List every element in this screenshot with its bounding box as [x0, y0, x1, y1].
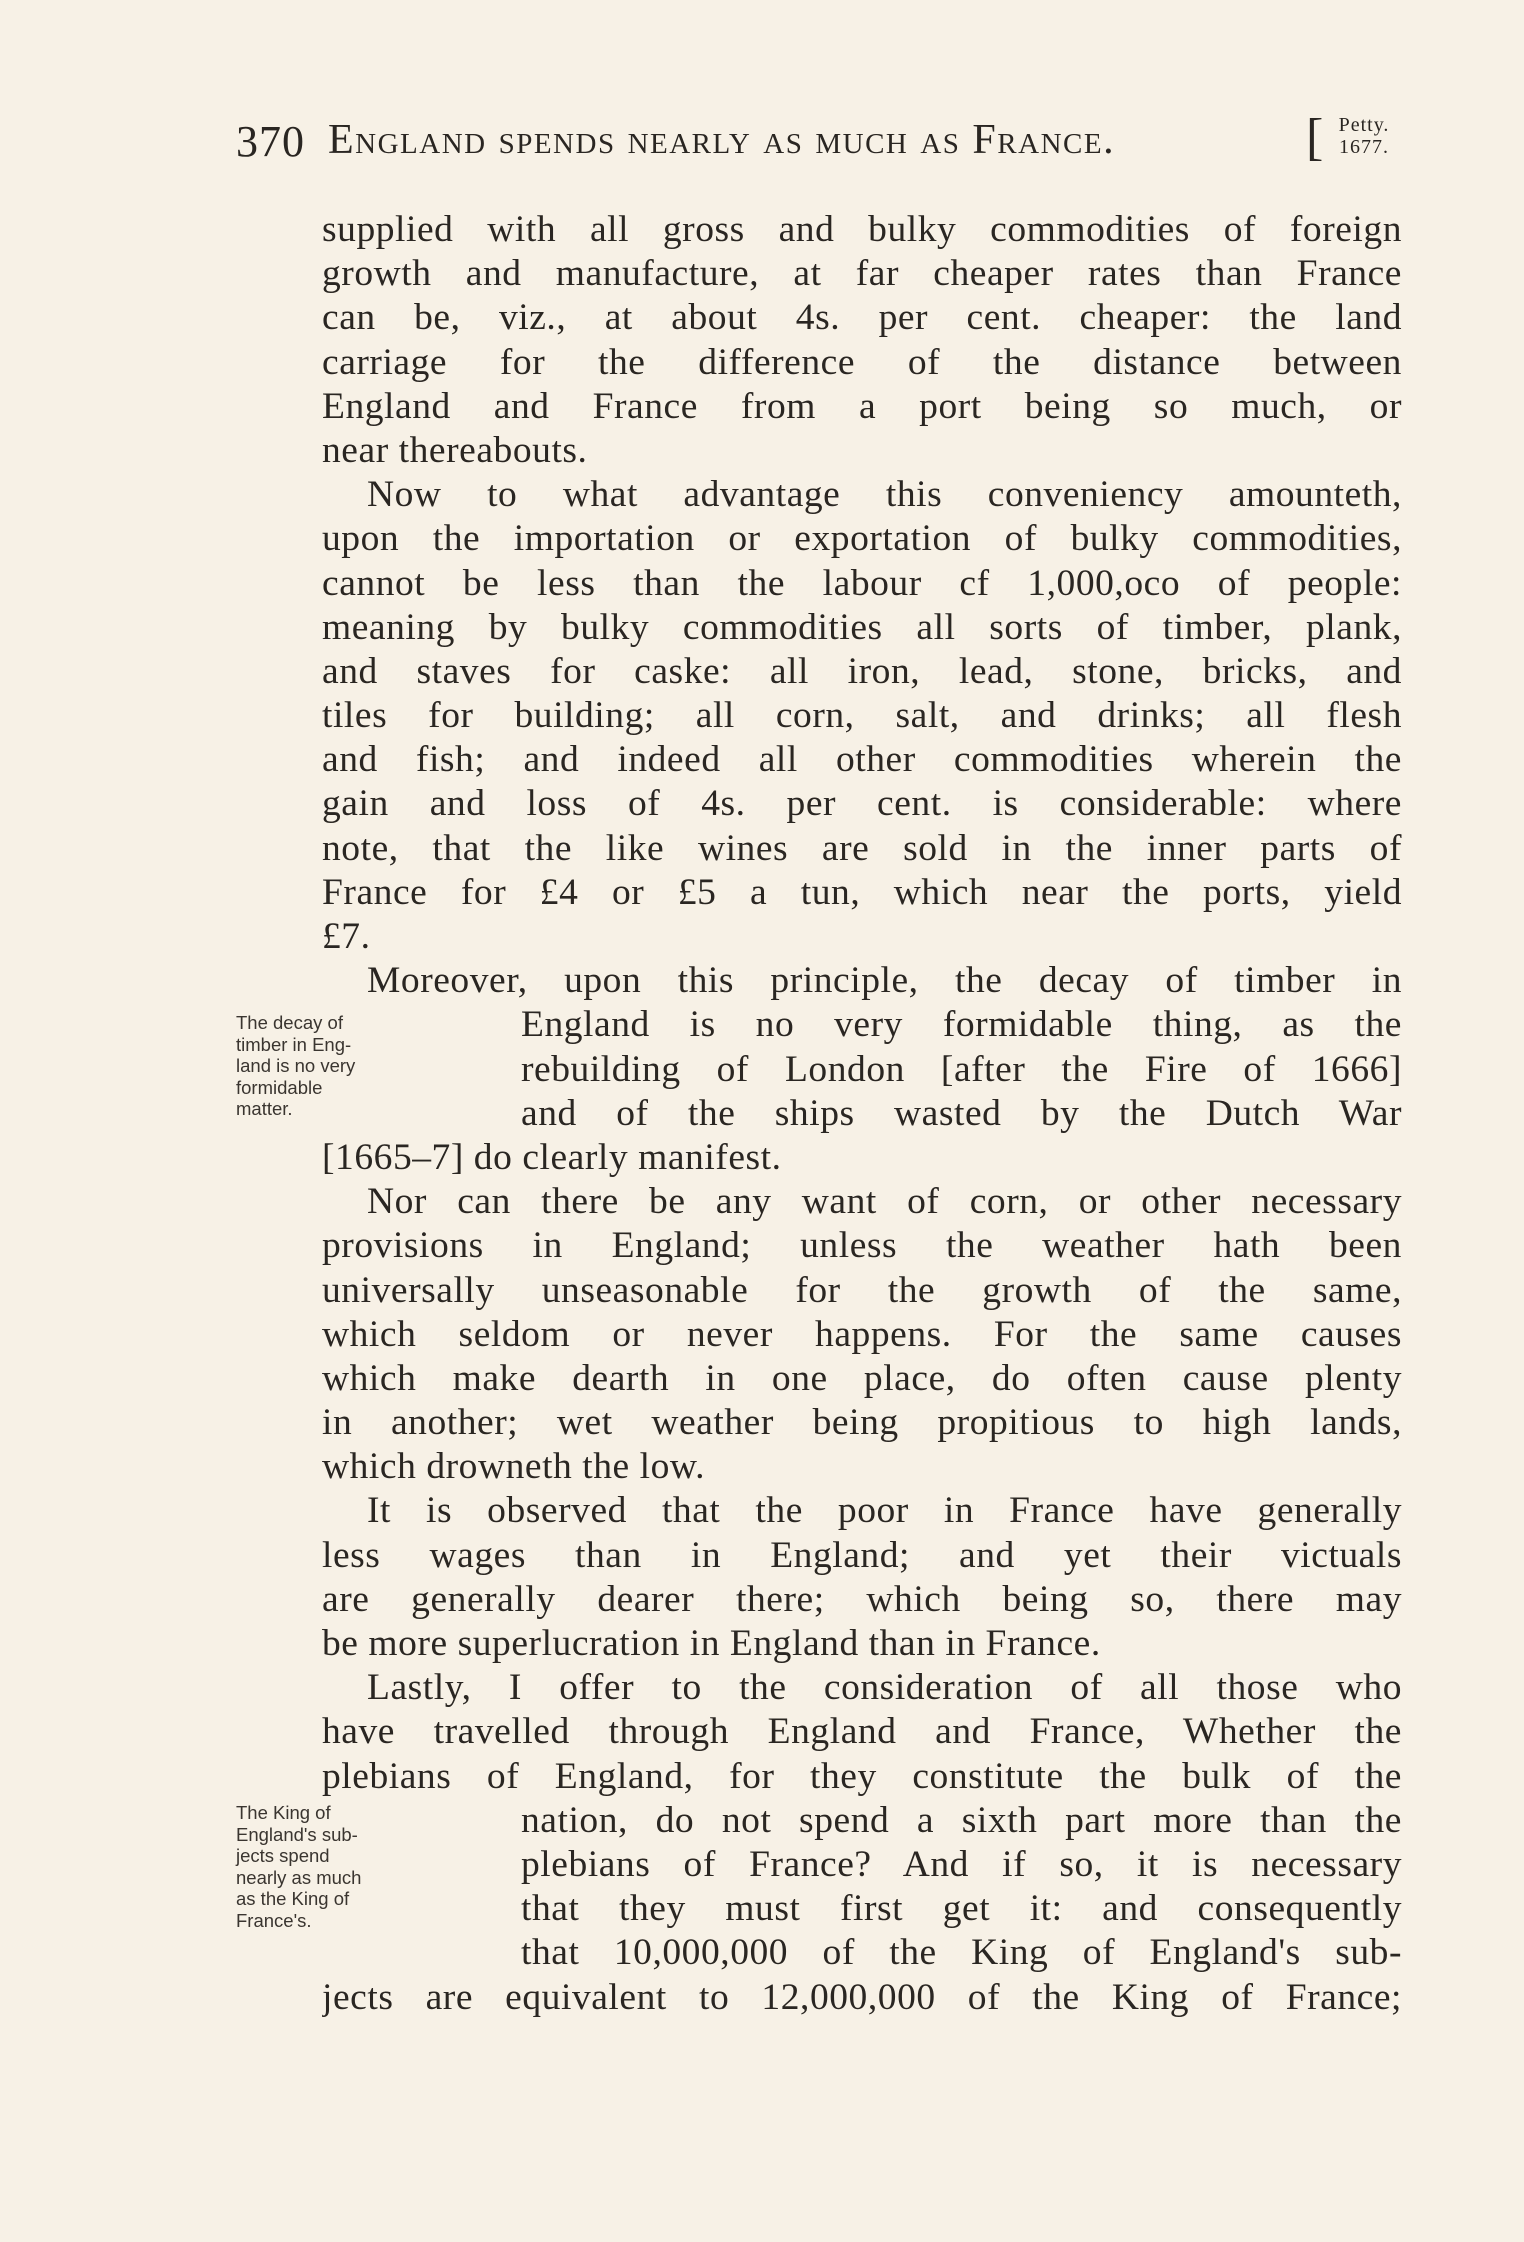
- text-line: meaning by bulky commodities all sorts of timber, plank,: [322, 606, 1402, 648]
- text-line: near thereabouts.: [322, 429, 588, 471]
- text-line: provisions in England; unless the weather hath been: [322, 1225, 1402, 1267]
- text-line: which drowneth the low.: [322, 1446, 706, 1488]
- text-line: which make dearth in one place, do often cause plenty: [322, 1357, 1402, 1399]
- text-line: that 10,000,000 of the King of England's sub-: [521, 1932, 1402, 1974]
- text-line: be more superlucration in England than in France.: [322, 1623, 1101, 1664]
- text-line: note, that the like wines are sold in the inner parts of: [322, 827, 1402, 869]
- sidenote-line: land is no very: [236, 1055, 356, 1076]
- text-line: can be, viz., at about 4s. per cent. cheaper: the land: [322, 297, 1402, 339]
- text-line: supplied with all gross and bulky commodities of foreign: [322, 209, 1402, 250]
- text-line: less wages than in England; and yet their victuals: [322, 1534, 1402, 1576]
- text-line: France for £4 or £5 a tun, which near the ports, yield: [322, 871, 1402, 913]
- sidenote-line: formidable: [236, 1076, 323, 1098]
- text-line: and fish; and indeed all other commodities wherein the: [322, 739, 1402, 781]
- running-head-reference: [1332, 114, 1396, 158]
- body-text: [322, 208, 1402, 2020]
- sidenote-line: The decay of: [236, 1012, 343, 1033]
- text-line: plebians of France? And if so, it is necessary: [521, 1843, 1402, 1885]
- text-line: Lastly, I offer to the consideration of all those who: [367, 1667, 1402, 1709]
- text-line: Nor can there be any want of corn, or other necessary: [367, 1181, 1402, 1223]
- text-line: carriage for the difference of the distance between: [322, 341, 1402, 383]
- text-line: growth and manufacture, at far cheaper rates than France: [322, 253, 1402, 295]
- running-head: [236, 110, 1408, 166]
- text-line: Moreover, upon this principle, the decay of timber in: [367, 960, 1402, 1002]
- sidenote-timber: [236, 1012, 436, 1120]
- text-line: Now to what advantage this conveniency amounteth,: [367, 474, 1402, 516]
- text-line: cannot be less than the labour cf 1,000,oco of people:: [322, 562, 1402, 604]
- text-line: upon the importation or exportation of bulky commodities,: [322, 518, 1402, 560]
- text-line: gain and loss of 4s. per cent. is considerable: where: [322, 783, 1402, 825]
- sidenote-line: jects spend: [236, 1845, 330, 1866]
- sidenote-line: France's.: [236, 1909, 312, 1931]
- reference-author: Petty.: [1338, 114, 1390, 136]
- sidenote-kings-subjects: [236, 1802, 436, 1931]
- text-line: are generally dearer there; which being so, there may: [322, 1578, 1402, 1620]
- sidenote-line: timber in Eng-: [236, 1033, 352, 1055]
- text-line: nation, do not spend a sixth part more than the: [521, 1799, 1402, 1841]
- text-line: It is observed that the poor in France have generally: [367, 1490, 1402, 1532]
- text-line: plebians of England, for they constitute the bulk of the: [322, 1755, 1402, 1797]
- text-line: England is no very formidable thing, as the: [521, 1004, 1402, 1046]
- sidenote-line: England's sub-: [236, 1823, 358, 1845]
- text-line: that they must first get it: and consequently: [521, 1888, 1402, 1930]
- text-line: universally unseasonable for the growth of the same,: [322, 1269, 1402, 1311]
- sidenote-line: The King of: [236, 1802, 331, 1823]
- text-line: which seldom or never happens. For the same causes: [322, 1313, 1402, 1355]
- reference-year: 1677.: [1339, 136, 1389, 158]
- running-head-bracket: [: [1306, 109, 1325, 166]
- text-line: in another; wet weather being propitious to high lands,: [322, 1402, 1402, 1444]
- text-line: England and France from a port being so much, or: [322, 385, 1402, 427]
- text-line: jects are equivalent to 12,000,000 of the King of France;: [322, 1976, 1402, 2018]
- text-line: tiles for building; all corn, salt, and drinks; all flesh: [322, 695, 1402, 737]
- sidenote-line: nearly as much: [236, 1866, 362, 1888]
- text-line: £7.: [322, 916, 371, 957]
- text-line: [1665–7] do clearly manifest.: [322, 1136, 782, 1178]
- sidenote-line: matter.: [236, 1098, 293, 1119]
- text-line: have travelled through England and France, Whether the: [322, 1711, 1402, 1753]
- running-head-title: England spends nearly as much as France.: [328, 117, 1116, 163]
- page-number: 370: [236, 117, 305, 166]
- text-line: and of the ships wasted by the Dutch War: [521, 1092, 1402, 1134]
- text-line: and staves for caske: all iron, lead, stone, bricks, and: [322, 650, 1402, 692]
- sidenote-line: as the King of: [236, 1888, 350, 1909]
- text-line: rebuilding of London [after the Fire of 1666]: [521, 1048, 1402, 1090]
